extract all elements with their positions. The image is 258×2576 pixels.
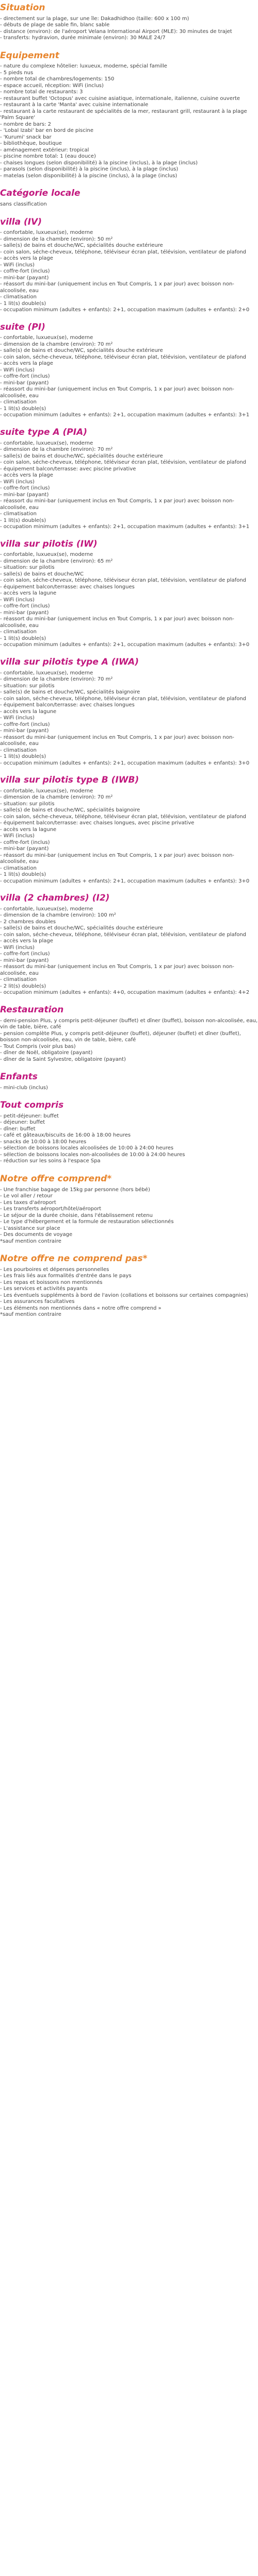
list-item: - nombre total de chambres/logements: 150 bbox=[0, 76, 115, 82]
offre-ne-comprend-list bbox=[0, 1267, 258, 1312]
list-item: - Le séjour de la durée choisie, dans l'établissement retenu bbox=[0, 1212, 153, 1218]
list-item: - Les transferts aéroport/hôtel/aéroport bbox=[0, 1206, 102, 1212]
list-item: - WiFi (inclus) bbox=[0, 597, 35, 603]
room-features-list bbox=[0, 230, 258, 314]
room-section bbox=[0, 893, 258, 996]
list-item: - situation: sur pilotis bbox=[0, 565, 55, 571]
list-item: - confortable, luxueux(se), moderne bbox=[0, 906, 93, 912]
list-item: - climatisation bbox=[0, 747, 37, 753]
list-item: - transferts: hydravion, durée minimale (environ): 30 MALE 24/7 bbox=[0, 35, 166, 41]
list-item: - équipement balcon/terrasse: avec piscine privative bbox=[0, 466, 136, 472]
list-item: - confortable, luxueux(se), moderne bbox=[0, 670, 93, 676]
room-section bbox=[0, 539, 258, 649]
list-item: - Les assurances facultatives bbox=[0, 1299, 75, 1305]
offre-comprend-footnote: *sauf mention contraire bbox=[0, 1238, 61, 1244]
list-item: - parasols (selon disponibilité) à la piscine (inclus), à la plage (inclus) bbox=[0, 166, 179, 173]
room-features-list bbox=[0, 552, 258, 649]
offre-ne-comprend-title: Notre offre ne comprend pas* bbox=[0, 1253, 148, 1264]
list-item: - pension complète Plus, y compris petit-déjeuner (buffet), déjeuner (buffet) et dîner (buffet), boisson non-alcoolisée, eau, vin de table, bière, café bbox=[0, 1030, 241, 1043]
list-item: - coin salon, séche-cheveux, téléphone, téléviseur écran plat, télévision, ventilateur de plafond bbox=[0, 460, 247, 466]
list-item: - sélection de boissons locales non-alcoolisées de 10:00 à 24:00 heures bbox=[0, 1151, 185, 1158]
list-item: - 1 lit(s) double(s) bbox=[0, 517, 46, 523]
list-item: - WiFi (inclus) bbox=[0, 715, 35, 721]
list-item: - accès vers la lagune bbox=[0, 826, 57, 833]
list-item: - Les éléments non mentionnés dans « notre offre comprend » bbox=[0, 1305, 162, 1311]
list-item: - coffre-fort (inclus) bbox=[0, 951, 50, 957]
list-item: - WiFi (inclus) bbox=[0, 262, 35, 268]
situation-title: Situation bbox=[0, 3, 45, 13]
list-item: - mini-bar (payant) bbox=[0, 609, 49, 616]
list-item: - occupation minimum (adultes + enfants): 4+0, occupation maximum (adultes + enfants): 4+2 bbox=[0, 990, 250, 996]
list-item: - climatisation bbox=[0, 629, 37, 635]
enfants-list bbox=[0, 1085, 258, 1092]
restauration-title: Restauration bbox=[0, 1004, 64, 1015]
categorie-section bbox=[0, 189, 258, 208]
list-item: - dimension de la chambre (environ): 70 m² bbox=[0, 341, 113, 347]
list-item: - 2 chambres doubles bbox=[0, 919, 56, 925]
list-item: - coin salon, séche-cheveux, téléphone, téléviseur écran plat, télévision, ventilateur de plafond bbox=[0, 814, 247, 820]
list-item: - WiFi (inclus) bbox=[0, 367, 35, 373]
offre-ne-comprend-section bbox=[0, 1254, 258, 1318]
list-item: - salle(s) de bains et douche/WC, spécialités douche extérieure bbox=[0, 348, 163, 354]
list-item: - restaurant à la carte 'Manta' avec cuisine internationale bbox=[0, 102, 149, 108]
restauration-section bbox=[0, 1005, 258, 1063]
room-features-list bbox=[0, 335, 258, 419]
list-item: - café et gâteaux/biscuits de 16:00 à 18:00 heures bbox=[0, 1132, 131, 1139]
offre-comprend-list bbox=[0, 1187, 258, 1239]
list-item: - dîner de la Saint Sylvestre, obligatoire (payant) bbox=[0, 1056, 126, 1062]
list-item: - situation: sur pilotis bbox=[0, 801, 55, 807]
list-item: - 1 lit(s) double(s) bbox=[0, 872, 46, 878]
list-item: - salle(s) de bains et douche/WC, spécialités douche extérieure bbox=[0, 243, 163, 249]
list-item: - confortable, luxueux(se), moderne bbox=[0, 552, 93, 558]
list-item: - climatisation bbox=[0, 977, 37, 983]
list-item: - Tout Compris (voir plus bas) bbox=[0, 1043, 76, 1049]
enfants-title: Enfants bbox=[0, 1072, 38, 1082]
list-item: - équipement balcon/terrasse: avec chaises longues bbox=[0, 702, 135, 708]
list-item: - Le type d'hébergement et la formule de restauration sélectionnés bbox=[0, 1219, 174, 1225]
list-item: - mini-bar (payant) bbox=[0, 728, 49, 734]
list-item: - WiFi (inclus) bbox=[0, 479, 35, 485]
enfants-section bbox=[0, 1072, 258, 1091]
list-item: - Le vol aller / retour bbox=[0, 1193, 53, 1199]
list-item: - coffre-fort (inclus) bbox=[0, 721, 50, 727]
room-features-list bbox=[0, 906, 258, 996]
list-item: - confortable, luxueux(se), moderne bbox=[0, 230, 93, 236]
list-item: - équipement balcon/terrasse: avec chaises longues bbox=[0, 584, 135, 590]
situation-list bbox=[0, 16, 258, 42]
list-item: - équipement balcon/terrasse: avec chaises longues, avec piscine privative bbox=[0, 820, 195, 826]
list-item: - dîner de Noël, obligatoire (payant) bbox=[0, 1050, 93, 1056]
list-item: - salle(s) de bains et douche/WC, spécialités baignoire bbox=[0, 807, 140, 814]
room-features-list bbox=[0, 440, 258, 531]
list-item: - 1 lit(s) double(s) bbox=[0, 635, 46, 641]
tout-compris-list bbox=[0, 1113, 258, 1165]
list-item: - dimension de la chambre (environ): 70 m² bbox=[0, 794, 113, 801]
list-item: - confortable, luxueux(se), moderne bbox=[0, 440, 93, 446]
list-item: - débuts de plage de sable fin, blanc sable bbox=[0, 22, 110, 28]
list-item: - WiFi (inclus) bbox=[0, 833, 35, 839]
list-item: - Les pourboires et dépenses personnelles bbox=[0, 1266, 109, 1273]
list-item: - distance (environ): de l'aéroport Velana International Airport (MLE): 30 minutes de trajet bbox=[0, 28, 232, 35]
list-item: - bibliothèque, boutique bbox=[0, 141, 62, 147]
list-item: - salle(s) de bains et douche/WC bbox=[0, 571, 84, 577]
list-item: - dimension de la chambre (environ): 70 m² bbox=[0, 447, 113, 453]
offre-ne-comprend-footnote: *sauf mention contraire bbox=[0, 1312, 61, 1318]
list-item: - climatisation bbox=[0, 294, 37, 300]
rooms-section bbox=[0, 217, 258, 996]
tout-compris-section bbox=[0, 1100, 258, 1165]
list-item: - coffre-fort (inclus) bbox=[0, 268, 50, 275]
list-item: - WiFi (inclus) bbox=[0, 944, 35, 951]
list-item: - 2 lit(s) double(s) bbox=[0, 983, 46, 989]
list-item: - occupation minimum (adultes + enfants): 2+1, occupation maximum (adultes + enfants): 3+0 bbox=[0, 642, 250, 648]
room-title: villa sur pilotis type B (IWB) bbox=[0, 775, 139, 785]
list-item: - restaurant à la carte restaurant de spécialités de la mer, restaurant grill, restaurant à la plage 'Palm Square' bbox=[0, 108, 247, 121]
list-item: - réassort du mini-bar (uniquement inclus en Tout Compris, 1 x par jour) avec boisson non-alcoolisée, eau bbox=[0, 616, 234, 629]
list-item: - confortable, luxueux(se), moderne bbox=[0, 788, 93, 794]
list-item: - dîner: buffet bbox=[0, 1126, 36, 1132]
room-section bbox=[0, 217, 258, 314]
categorie-title: Catégorie locale bbox=[0, 188, 80, 199]
list-item: - coin salon, séche-cheveux, téléphone, téléviseur écran plat, télévision, ventilateur de plafond bbox=[0, 696, 247, 702]
list-item: - mini-bar (payant) bbox=[0, 492, 49, 498]
list-item: - Les services et activités payants bbox=[0, 1286, 88, 1292]
list-item: - Les taxes d'aéroport bbox=[0, 1199, 56, 1206]
list-item: - espace accueil, réception: WiFi (inclus) bbox=[0, 82, 104, 89]
list-item: - aménagement extérieur: tropical bbox=[0, 147, 89, 153]
list-item: - mini-bar (payant) bbox=[0, 957, 49, 963]
list-item: - réassort du mini-bar (uniquement inclus en Tout Compris, 1 x par jour) avec boisson non-alcoolisée, eau bbox=[0, 852, 234, 865]
list-item: - climatisation bbox=[0, 511, 37, 517]
list-item: - occupation minimum (adultes + enfants): 2+1, occupation maximum (adultes + enfants): 3+1 bbox=[0, 524, 250, 530]
list-item: - accès vers la plage bbox=[0, 256, 53, 262]
list-item: - dimension de la chambre (environ): 100 m² bbox=[0, 912, 116, 919]
list-item: - situation: sur pilotis bbox=[0, 683, 55, 689]
list-item: - sélection de boissons locales alcoolisées de 10:00 à 24:00 heures bbox=[0, 1145, 174, 1151]
equipement-section bbox=[0, 51, 258, 180]
list-item: - réassort du mini-bar (uniquement inclus en Tout Compris, 1 x par jour) avec boisson non-alcoolisée, eau bbox=[0, 281, 234, 294]
situation-section bbox=[0, 3, 258, 42]
list-item: - accès vers la lagune bbox=[0, 708, 57, 715]
list-item: - accès vers la plage bbox=[0, 938, 53, 944]
room-title: villa sur pilotis type A (IWA) bbox=[0, 656, 139, 667]
categorie-text: sans classification bbox=[0, 201, 47, 208]
room-section bbox=[0, 323, 258, 419]
list-item: - coin salon, séche-cheveux, téléphone, téléviseur écran plat, télévision, ventilateur de plafond bbox=[0, 578, 247, 584]
room-section bbox=[0, 657, 258, 767]
list-item: - petit-déjeuner: buffet bbox=[0, 1113, 59, 1119]
room-title: suite (PI) bbox=[0, 321, 45, 332]
list-item: - chaises longues (selon disponibilité) à la piscine (inclus), à la plage (inclus) bbox=[0, 160, 198, 166]
list-item: - 1 lit(s) double(s) bbox=[0, 405, 46, 412]
list-item: - mini-bar (payant) bbox=[0, 846, 49, 852]
list-item: - réassort du mini-bar (uniquement inclus en Tout Compris, 1 x par jour) avec boisson non-alcoolisée, eau bbox=[0, 964, 234, 976]
list-item: - salle(s) de bains et douche/WC, spécialités baignoire bbox=[0, 689, 140, 695]
list-item: - 'Kurumi' snack bar bbox=[0, 134, 52, 140]
list-item: - matelas (selon disponibilité) à la piscine (inclus), à la plage (inclus) bbox=[0, 173, 178, 179]
list-item: - accès vers la plage bbox=[0, 361, 53, 367]
room-title: suite type A (PIA) bbox=[0, 427, 88, 437]
list-item: - 5 pieds nus bbox=[0, 70, 34, 76]
list-item: - confortable, luxueux(se), moderne bbox=[0, 335, 93, 341]
list-item: - accès vers la lagune bbox=[0, 590, 57, 597]
room-features-list bbox=[0, 670, 258, 767]
list-item: - occupation minimum (adultes + enfants): 2+1, occupation maximum (adultes + enfants): 3+1 bbox=[0, 412, 250, 418]
list-item: - piscine nombre total: 1 (eau douce) bbox=[0, 154, 96, 160]
room-title: villa (2 chambres) (I2) bbox=[0, 893, 110, 904]
list-item: - réduction sur les soins à l'espace Spa bbox=[0, 1158, 101, 1164]
equipement-title: Equipement bbox=[0, 50, 59, 61]
list-item: - climatisation bbox=[0, 399, 37, 405]
list-item: - 1 lit(s) double(s) bbox=[0, 754, 46, 759]
list-item: - mini-bar (payant) bbox=[0, 380, 49, 386]
restauration-list bbox=[0, 1018, 258, 1063]
list-item: - occupation minimum (adultes + enfants): 2+1, occupation maximum (adultes + enfants): 2+0 bbox=[0, 307, 250, 313]
list-item: - accès vers la plage bbox=[0, 472, 53, 479]
list-item: - salle(s) de bains et douche/WC, spécialités douche extérieure bbox=[0, 925, 163, 931]
list-item: - réassort du mini-bar (uniquement inclus en Tout Compris, 1 x par jour) avec boisson non-alcoolisée, eau bbox=[0, 498, 234, 511]
list-item: - 1 lit(s) double(s) bbox=[0, 300, 46, 307]
list-item: - Les repas et boissons non mentionnés bbox=[0, 1279, 103, 1285]
list-item: - snacks de 10:00 à 18:00 heures bbox=[0, 1139, 87, 1145]
list-item: - dimension de la chambre (environ): 70 m² bbox=[0, 676, 113, 682]
list-item: - directement sur la plage, sur une île: Dakadhidhoo (taille: 600 x 100 m) bbox=[0, 15, 189, 22]
list-item: - Une franchise bagage de 15kg par personne (hors bébé) bbox=[0, 1187, 150, 1193]
list-item: - 'Lobal Izabi' bar en bord de piscine bbox=[0, 128, 94, 134]
list-item: - salle(s) de bains et douche/WC, spécialités douche extérieure bbox=[0, 453, 163, 459]
offre-comprend-title: Notre offre comprend* bbox=[0, 1173, 112, 1184]
list-item: - Des documents de voyage bbox=[0, 1232, 73, 1238]
list-item: - réassort du mini-bar (uniquement inclus en Tout Compris, 1 x par jour) avec boisson non-alcoolisée, eau bbox=[0, 734, 234, 747]
list-item: - Les éventuels suppléments à bord de l'avion (collations et boissons sur certaines compagnies) bbox=[0, 1292, 248, 1298]
offre-comprend-section bbox=[0, 1174, 258, 1245]
list-item: - coin salon, séche-cheveux, téléphone, téléviseur écran plat, télévision, ventilateur de plafond bbox=[0, 354, 247, 360]
list-item: - coin salon, séche-cheveux, téléphone, téléviseur écran plat, télévision, ventilateur de plafond bbox=[0, 931, 247, 938]
list-item: - nombre total de restaurants: 3 bbox=[0, 89, 83, 95]
list-item: - demi-pension Plus, y compris petit-déjeuner (buffet) et dîner (buffet), boisson non-alcoolisée, eau, vin de table, bière, café bbox=[0, 1018, 258, 1030]
list-item: - coffre-fort (inclus) bbox=[0, 374, 50, 380]
list-item: - climatisation bbox=[0, 865, 37, 871]
room-section bbox=[0, 428, 258, 531]
room-section bbox=[0, 775, 258, 885]
list-item: - coffre-fort (inclus) bbox=[0, 485, 50, 492]
list-item: - occupation minimum (adultes + enfants): 2+1, occupation maximum (adultes + enfants): 3+0 bbox=[0, 878, 250, 884]
list-item: - déjeuner: buffet bbox=[0, 1120, 45, 1126]
list-item: - coffre-fort (inclus) bbox=[0, 839, 50, 845]
equipement-list bbox=[0, 63, 258, 179]
list-item: - mini-club (inclus) bbox=[0, 1084, 48, 1091]
list-item: - réassort du mini-bar (uniquement inclus en Tout Compris, 1 x par jour) avec boisson non-alcoolisée, eau bbox=[0, 386, 234, 399]
list-item: - dimension de la chambre (environ): 50 m² bbox=[0, 236, 113, 242]
room-features-list bbox=[0, 788, 258, 885]
list-item: - nature du complexe hôtelier: luxueux, moderne, spécial famille bbox=[0, 63, 167, 70]
list-item: - nombre de bars: 2 bbox=[0, 121, 51, 127]
list-item: - Les frais liés aux formalités d'entrée dans le pays bbox=[0, 1273, 132, 1279]
list-item: - occupation minimum (adultes + enfants): 2+1, occupation maximum (adultes + enfants): 3+0 bbox=[0, 760, 250, 766]
list-item: - coffre-fort (inclus) bbox=[0, 603, 50, 609]
room-title: villa sur pilotis (IW) bbox=[0, 538, 98, 549]
list-item: - coin salon, séche-cheveux, téléphone, téléviseur écran plat, télévision, ventilateur de plafond bbox=[0, 249, 247, 255]
tout-compris-title: Tout compris bbox=[0, 1100, 64, 1111]
list-item: - dimension de la chambre (environ): 65 m² bbox=[0, 558, 113, 564]
room-title: villa (IV) bbox=[0, 216, 42, 227]
list-item: - L'assistance sur place bbox=[0, 1225, 60, 1231]
list-item: - mini-bar (payant) bbox=[0, 275, 49, 281]
list-item: - restaurant buffet 'Octopus' avec cuisine asiatique, internationale, italienne, cuisine ouverte bbox=[0, 95, 240, 101]
